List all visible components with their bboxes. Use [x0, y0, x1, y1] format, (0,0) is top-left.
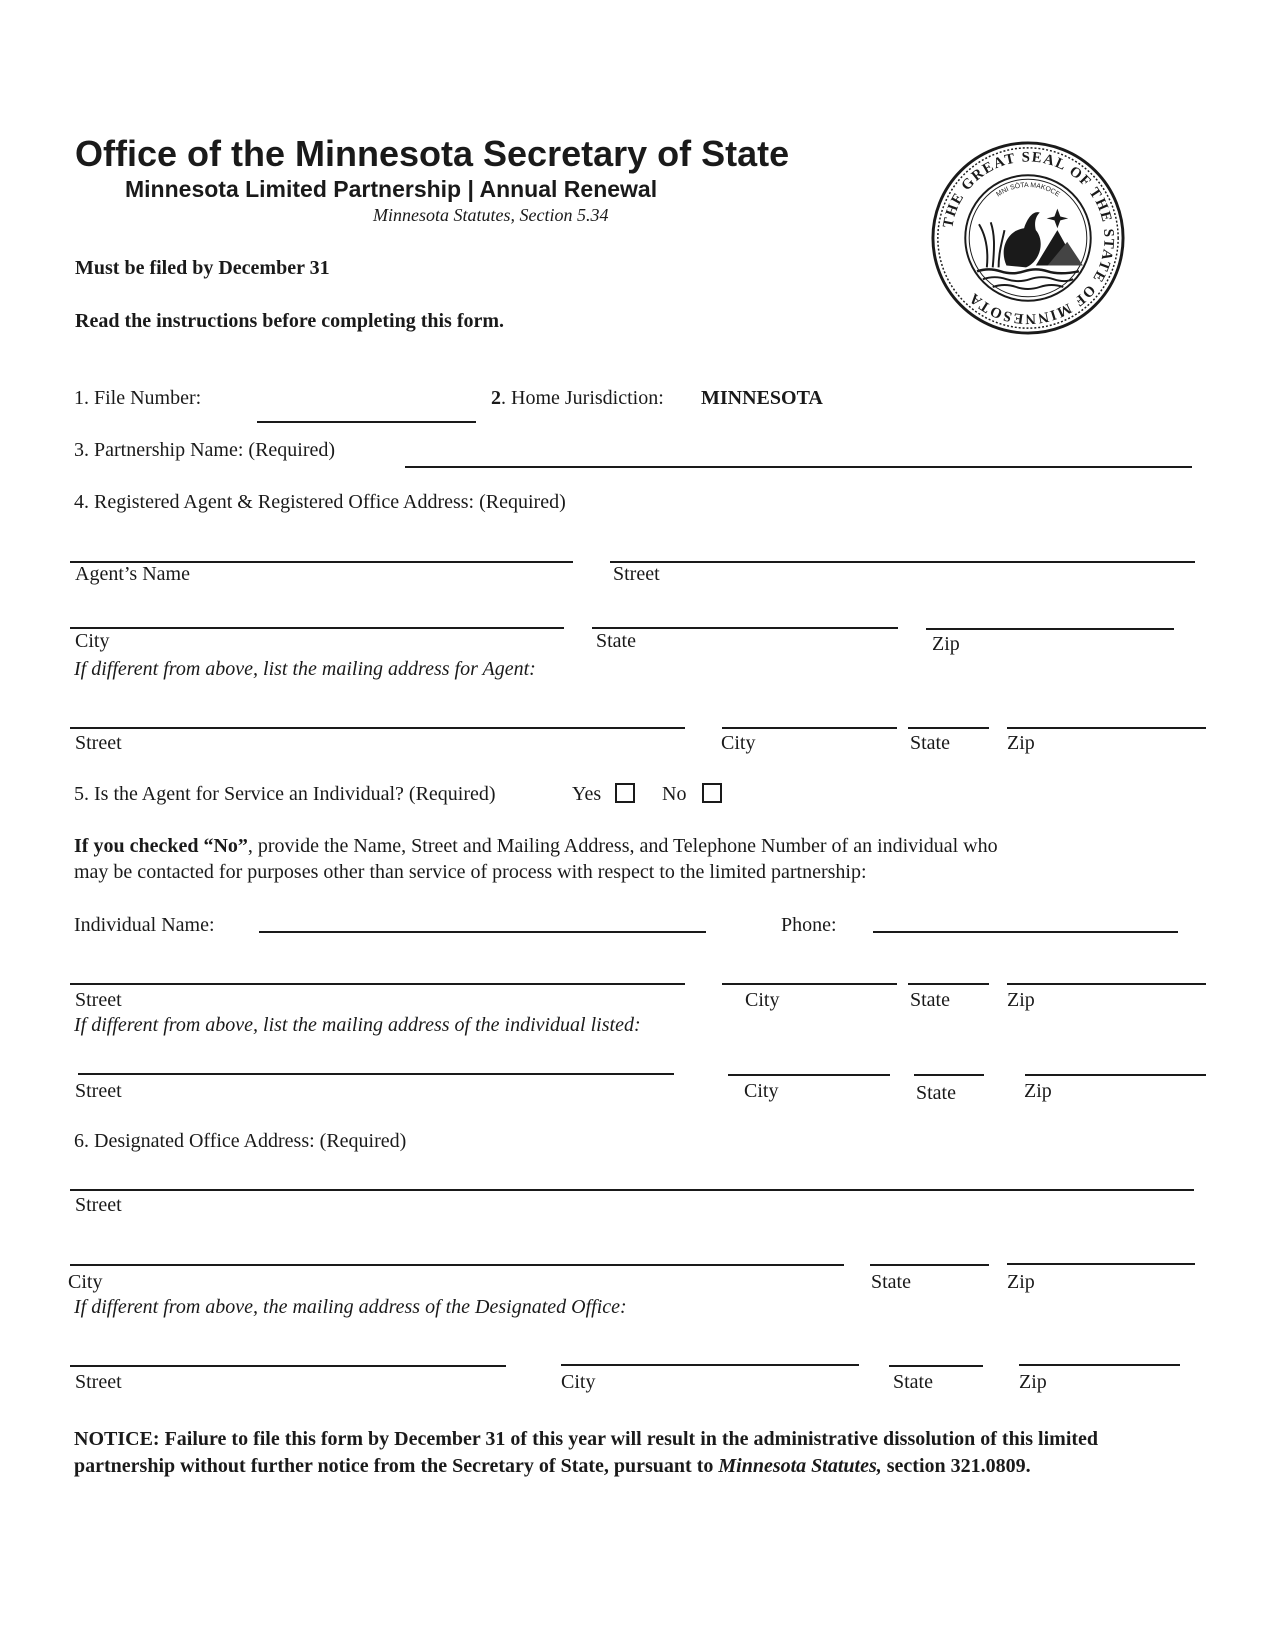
notice-statute-reference: Minnesota Statutes, [718, 1455, 882, 1477]
designated-mailing-state-caption: State [893, 1371, 933, 1393]
designated-state-field[interactable] [870, 1264, 989, 1266]
individual-state-caption: State [910, 989, 950, 1011]
agent-zip-caption: Zip [932, 633, 960, 655]
individual-name-field[interactable] [259, 931, 706, 933]
file-number-label: 1. File Number: [74, 387, 202, 409]
agent-zip-field[interactable] [926, 628, 1174, 630]
partnership-name-label: 3. Partnership Name: (Required) [74, 439, 336, 461]
individual-mailing-street-caption: Street [75, 1080, 122, 1102]
designated-mailing-zip-field[interactable] [1019, 1364, 1180, 1366]
designated-zip-caption: Zip [1007, 1271, 1035, 1293]
page-title: Office of the Minnesota Secretary of State [75, 133, 790, 174]
phone-field[interactable] [873, 931, 1178, 933]
agent-mailing-state-field[interactable] [908, 727, 989, 729]
individual-mailing-note: If different from above, list the mailing address of the individual listed: [74, 1014, 641, 1036]
designated-mailing-note: If different from above, the mailing address of the Designated Office: [74, 1296, 627, 1318]
registered-agent-label: 4. Registered Agent & Registered Office Address: (Required) [74, 491, 566, 513]
instructions-note: Read the instructions before completing this form. [75, 310, 505, 332]
designated-city-caption: City [68, 1271, 103, 1293]
dissolution-notice: NOTICE: Failure to file this form by December 31 of this year will result in the administrative dissolution of this limited partnership without further notice from the Secretary of State, pursuant to Minnesota Statutes, section 321.0809. [74, 1428, 1099, 1477]
agent-individual-question: 5. Is the Agent for Service an Individual? (Required) [74, 783, 496, 805]
agent-mailing-zip-caption: Zip [1007, 732, 1035, 754]
individual-name-label: Individual Name: [74, 914, 215, 936]
if-no-instructions: If you checked “No”, provide the Name, Street and Mailing Address, and Telephone Number of an individual who [74, 835, 998, 857]
form-subtitle: Minnesota Limited Partnership | Annual Renewal [125, 176, 658, 202]
designated-mailing-street-field[interactable] [70, 1365, 506, 1367]
individual-mailing-street-field[interactable] [78, 1073, 674, 1075]
designated-city-field[interactable] [70, 1264, 844, 1266]
designated-mailing-city-caption: City [561, 1371, 596, 1393]
individual-mailing-zip-field[interactable] [1025, 1074, 1206, 1076]
home-jurisdiction-label: 2. Home Jurisdiction: [491, 387, 664, 409]
individual-mailing-zip-caption: Zip [1024, 1080, 1052, 1102]
individual-street-caption: Street [75, 989, 122, 1011]
individual-mailing-city-field[interactable] [728, 1074, 890, 1076]
agent-mailing-state-caption: State [910, 732, 950, 754]
designated-street-caption: Street [75, 1194, 122, 1216]
individual-state-field[interactable] [908, 983, 989, 985]
agent-mailing-city-field[interactable] [722, 727, 897, 729]
home-jurisdiction-value: MINNESOTA [701, 387, 823, 409]
filing-deadline: Must be filed by December 31 [75, 257, 330, 279]
agent-mailing-city-caption: City [721, 732, 756, 754]
designated-zip-field[interactable] [1007, 1263, 1195, 1265]
individual-street-field[interactable] [70, 983, 685, 985]
designated-mailing-city-field[interactable] [561, 1364, 859, 1366]
state-seal-loon-icon [930, 140, 1126, 336]
agent-state-field[interactable] [592, 627, 898, 629]
agent-mailing-street-field[interactable] [70, 727, 685, 729]
individual-mailing-city-caption: City [744, 1080, 779, 1102]
agent-name-caption: Agent’s Name [75, 563, 190, 585]
designated-office-label: 6. Designated Office Address: (Required) [74, 1130, 407, 1152]
if-no-instructions-line2: may be contacted for purposes other than service of process with respect to the limited partnership: [74, 861, 867, 883]
agent-mailing-street-caption: Street [75, 732, 122, 754]
svg-text:MNI SÓTA MAKOCE: MNI SÓTA MAKOCE [995, 182, 1061, 199]
partnership-name-field[interactable] [405, 466, 1192, 468]
individual-mailing-state-caption: State [916, 1082, 956, 1104]
designated-mailing-street-caption: Street [75, 1371, 122, 1393]
individual-zip-caption: Zip [1007, 989, 1035, 1011]
designated-mailing-state-field[interactable] [889, 1365, 983, 1367]
agent-city-caption: City [75, 630, 110, 652]
svg-text:THE GREAT SEAL OF THE STATE OF: THE GREAT SEAL OF THE STATE OF MINNESOTA [940, 149, 1117, 327]
file-number-field[interactable] [257, 421, 476, 423]
no-checkbox[interactable] [702, 783, 722, 803]
agent-state-caption: State [596, 630, 636, 652]
phone-label: Phone: [781, 914, 837, 936]
agent-street-field[interactable] [610, 561, 1195, 563]
agent-city-field[interactable] [70, 627, 564, 629]
yes-checkbox[interactable] [615, 783, 635, 803]
statute-reference: Minnesota Statutes, Section 5.34 [373, 205, 609, 225]
agent-street-caption: Street [613, 563, 660, 585]
yes-label: Yes [572, 783, 602, 805]
agent-mailing-note: If different from above, list the mailing address for Agent: [74, 658, 536, 680]
individual-zip-field[interactable] [1007, 983, 1206, 985]
individual-mailing-state-field[interactable] [914, 1074, 984, 1076]
individual-city-field[interactable] [722, 983, 897, 985]
designated-state-caption: State [871, 1271, 911, 1293]
no-label: No [662, 783, 687, 805]
individual-city-caption: City [745, 989, 780, 1011]
agent-mailing-zip-field[interactable] [1007, 727, 1206, 729]
designated-mailing-zip-caption: Zip [1019, 1371, 1047, 1393]
designated-street-field[interactable] [70, 1189, 1194, 1191]
